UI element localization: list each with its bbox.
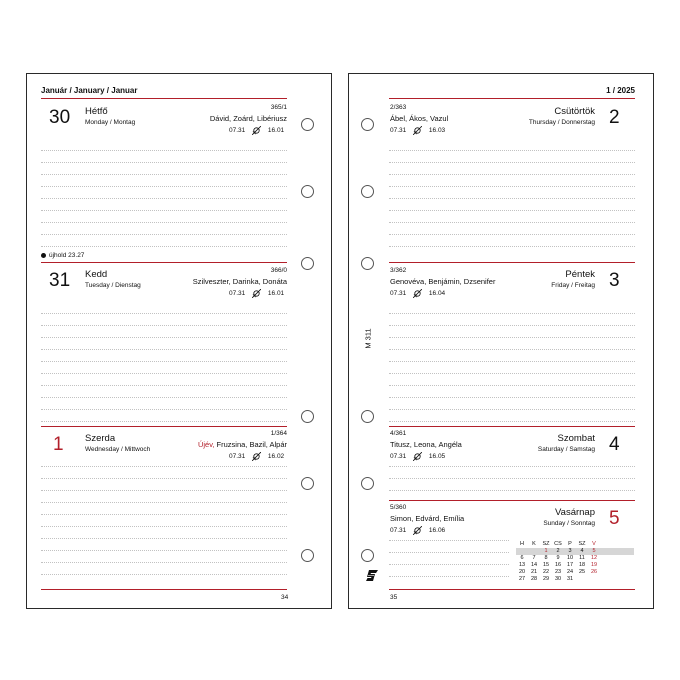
writing-line [389, 162, 635, 163]
mini-calendar-day: 18 [578, 562, 586, 568]
day-name: Szombat [557, 433, 595, 444]
mini-calendar-day: 12 [590, 555, 598, 561]
punch-hole [301, 477, 314, 490]
mini-calendar-day: 20 [518, 569, 526, 575]
sunset-time: 16.01 [267, 127, 285, 135]
writing-line [41, 550, 287, 551]
sun-times [390, 126, 445, 135]
moon-phase [41, 252, 84, 260]
writing-line [389, 313, 635, 314]
mini-calendar-day: 27 [518, 576, 526, 582]
day-number: 3 [609, 270, 620, 291]
writing-line [41, 562, 287, 563]
sunrise-time: 07.31 [229, 127, 246, 135]
mini-calendar-day [588, 576, 600, 583]
writing-line [41, 361, 287, 362]
new-moon-icon [41, 253, 46, 258]
sunrise-time: 07.31 [229, 290, 246, 298]
mini-calendar-day: 1 [544, 548, 548, 554]
writing-line [41, 337, 287, 338]
writing-line [389, 222, 635, 223]
name-days: Szilveszter, Darinka, Donáta [192, 277, 287, 286]
day-name-translation: Thursday / Donnerstag [528, 119, 595, 126]
sunset-time: 16.04 [428, 290, 446, 298]
sunrise-sunset-icon [252, 289, 261, 298]
writing-line [41, 385, 287, 386]
sunrise-sunset-icon [252, 452, 261, 461]
mini-calendar-day: 8 [544, 555, 548, 561]
sunset-time: 16.05 [428, 453, 446, 461]
sun-times [390, 289, 445, 298]
name-days: Dávid, Zoárd, Libériusz [209, 114, 287, 123]
writing-line [41, 325, 287, 326]
writing-line [41, 421, 287, 422]
left-page [26, 73, 332, 609]
writing-line [389, 397, 635, 398]
punch-hole [361, 118, 374, 131]
writing-line [389, 564, 509, 565]
name-days: Simon, Edvárd, Emília [390, 514, 465, 523]
day-name-translation: Friday / Freitag [551, 282, 595, 289]
sun-times [229, 126, 284, 135]
writing-line [41, 373, 287, 374]
weekday-header: V [592, 541, 596, 547]
header-rule-left [41, 98, 287, 99]
writing-line [41, 210, 287, 211]
mini-calendar-day: 9 [556, 555, 560, 561]
mini-calendar-day: 4 [580, 548, 584, 554]
mini-calendar-day: 3 [568, 548, 572, 554]
day-number: 1 [53, 434, 64, 455]
day-divider [389, 262, 635, 263]
holiday-name: Újév, [197, 440, 215, 449]
name-days-list: Fruzsina, Bazil, Alpár [214, 440, 287, 449]
writing-line [41, 162, 287, 163]
day-name-translation: Tuesday / Dienstag [85, 282, 141, 289]
day-name: Péntek [565, 269, 595, 280]
mini-calendar-day: 15 [542, 562, 550, 568]
weekday-header: SZ [578, 541, 586, 547]
mini-calendar-day: 19 [590, 562, 598, 568]
writing-line [389, 385, 635, 386]
day-number: 4 [609, 434, 620, 455]
day-count: 365/1 [270, 104, 287, 111]
mini-calendar-day: 31 [566, 576, 574, 582]
punch-hole [301, 549, 314, 562]
day-count: 1/364 [270, 430, 287, 437]
writing-line [41, 349, 287, 350]
punch-hole [301, 257, 314, 270]
mini-calendar-week [516, 548, 634, 555]
writing-line [41, 174, 287, 175]
day-count: 2/363 [390, 104, 407, 111]
sunrise-time: 07.31 [229, 453, 246, 461]
writing-line [389, 174, 635, 175]
punch-hole [301, 118, 314, 131]
day-count: 4/361 [390, 430, 407, 437]
writing-line [389, 576, 509, 577]
name-days: Titusz, Leona, Angéla [390, 440, 462, 449]
punch-hole [361, 257, 374, 270]
writing-line [389, 540, 509, 541]
day-divider [389, 500, 635, 501]
mini-calendar-day: 16 [554, 562, 562, 568]
writing-line [389, 466, 635, 467]
day-number: 31 [49, 270, 71, 291]
day-name-translation: Monday / Montag [85, 119, 136, 126]
mini-calendar-day [516, 548, 528, 555]
writing-line [41, 478, 287, 479]
writing-line [41, 313, 287, 314]
weekday-header: SZ [542, 541, 550, 547]
mini-calendar-day [576, 576, 588, 583]
writing-line [389, 186, 635, 187]
mini-calendar-day: 11 [579, 555, 585, 561]
sunrise-time: 07.31 [390, 127, 407, 135]
header-rule-right [389, 98, 635, 99]
writing-line [41, 246, 287, 247]
month-header-left: Január / January / Januar [41, 86, 138, 95]
sunrise-time: 07.31 [390, 527, 407, 535]
mini-calendar-day: 17 [566, 562, 574, 568]
sunset-time: 16.02 [267, 453, 285, 461]
mini-calendar-day: 23 [554, 569, 562, 575]
day-divider [41, 426, 287, 427]
writing-line [41, 186, 287, 187]
sunset-time: 16.06 [428, 527, 446, 535]
punch-hole [301, 410, 314, 423]
punch-hole [361, 549, 374, 562]
weekday-header: K [532, 541, 536, 547]
day-count: 3/362 [390, 267, 407, 274]
mini-calendar-day: 5 [592, 548, 596, 554]
writing-line [41, 234, 287, 235]
mini-calendar-day: 21 [530, 569, 538, 575]
writing-line [41, 222, 287, 223]
side-code: M 311 [363, 328, 373, 349]
writing-line [389, 198, 635, 199]
page-number-right: 35 [390, 594, 398, 601]
writing-line [41, 466, 287, 467]
day-number: 2 [609, 107, 620, 128]
mini-calendar-day: 29 [542, 576, 550, 582]
writing-line [389, 409, 635, 410]
mini-calendar-week [516, 562, 634, 569]
day-divider [41, 262, 287, 263]
writing-line [41, 514, 287, 515]
sun-times [390, 452, 445, 461]
day-name: Hétfő [85, 106, 108, 117]
writing-line [41, 538, 287, 539]
mini-calendar-day: 28 [530, 576, 538, 582]
mini-calendar-header [516, 541, 634, 548]
mini-calendar-week [516, 576, 634, 583]
day-count: 366/0 [270, 267, 287, 274]
day-count: 5/360 [390, 504, 407, 511]
day-name: Vasárnap [555, 507, 595, 518]
punch-hole [301, 185, 314, 198]
mini-calendar-week [516, 555, 634, 562]
sun-times [390, 526, 445, 535]
sunset-time: 16.01 [267, 290, 285, 298]
mini-calendar-day: 24 [566, 569, 574, 575]
sunrise-sunset-icon [413, 126, 422, 135]
writing-line [389, 490, 635, 491]
writing-line [389, 421, 635, 422]
punch-hole [361, 185, 374, 198]
sun-times [229, 289, 284, 298]
day-name: Szerda [85, 433, 116, 444]
sunset-time: 16.03 [428, 127, 446, 135]
mini-calendar-day: 7 [532, 555, 536, 561]
writing-line [389, 150, 635, 151]
mini-calendar-day: 10 [566, 555, 574, 561]
sunrise-time: 07.31 [390, 453, 407, 461]
footer-rule-left [41, 589, 287, 590]
moon-phase-label: újhold 23.27 [49, 252, 85, 259]
sunrise-sunset-icon [413, 289, 422, 298]
writing-line [389, 373, 635, 374]
sunrise-time: 07.31 [390, 290, 407, 298]
writing-line [41, 490, 287, 491]
writing-line [41, 574, 287, 575]
punch-hole [361, 410, 374, 423]
sunrise-sunset-icon [413, 526, 422, 535]
mini-calendar-day: 22 [542, 569, 550, 575]
writing-line [389, 325, 635, 326]
name-days: Ábel, Ákos, Vazul [390, 114, 449, 123]
mini-calendar-day [528, 548, 540, 555]
mini-calendar-day: 26 [590, 569, 598, 575]
sun-times [229, 452, 284, 461]
weekday-header: H [520, 541, 524, 547]
writing-line [41, 150, 287, 151]
writing-line [389, 349, 635, 350]
publisher-logo-icon [366, 570, 378, 581]
writing-line [41, 198, 287, 199]
month-header-right: 1 / 2025 [606, 86, 635, 95]
mini-calendar-day: 13 [518, 562, 526, 568]
name-days [198, 440, 287, 449]
writing-line [389, 234, 635, 235]
mini-calendar-day: 25 [578, 569, 586, 575]
weekday-header: CS [554, 541, 562, 547]
weekday-header: P [568, 541, 572, 547]
day-name: Kedd [85, 269, 108, 280]
mini-calendar-day: 30 [554, 576, 562, 582]
mini-calendar-day: 6 [520, 555, 524, 561]
page-number-left: 34 [281, 594, 289, 601]
day-number: 30 [49, 107, 71, 128]
sunrise-sunset-icon [252, 126, 261, 135]
writing-line [389, 478, 635, 479]
name-days: Genovéva, Benjámin, Dzsenifer [390, 277, 496, 286]
writing-line [41, 409, 287, 410]
punch-hole [361, 477, 374, 490]
writing-line [41, 526, 287, 527]
mini-calendar [516, 541, 634, 583]
mini-calendar-day: 14 [530, 562, 538, 568]
writing-line [389, 246, 635, 247]
writing-line [389, 552, 509, 553]
writing-line [389, 210, 635, 211]
writing-line [389, 361, 635, 362]
footer-rule-right [389, 589, 635, 590]
day-name: Csütörtök [554, 106, 595, 117]
day-number: 5 [609, 508, 620, 529]
day-divider [389, 426, 635, 427]
mini-calendar-day: 2 [556, 548, 560, 554]
day-name-translation: Wednesday / Mittwoch [85, 446, 151, 453]
writing-line [41, 502, 287, 503]
sunrise-sunset-icon [413, 452, 422, 461]
day-name-translation: Sunday / Sonntag [543, 520, 595, 527]
day-name-translation: Saturday / Samstag [537, 446, 595, 453]
writing-line [389, 337, 635, 338]
writing-line [41, 397, 287, 398]
mini-calendar-week [516, 569, 634, 576]
